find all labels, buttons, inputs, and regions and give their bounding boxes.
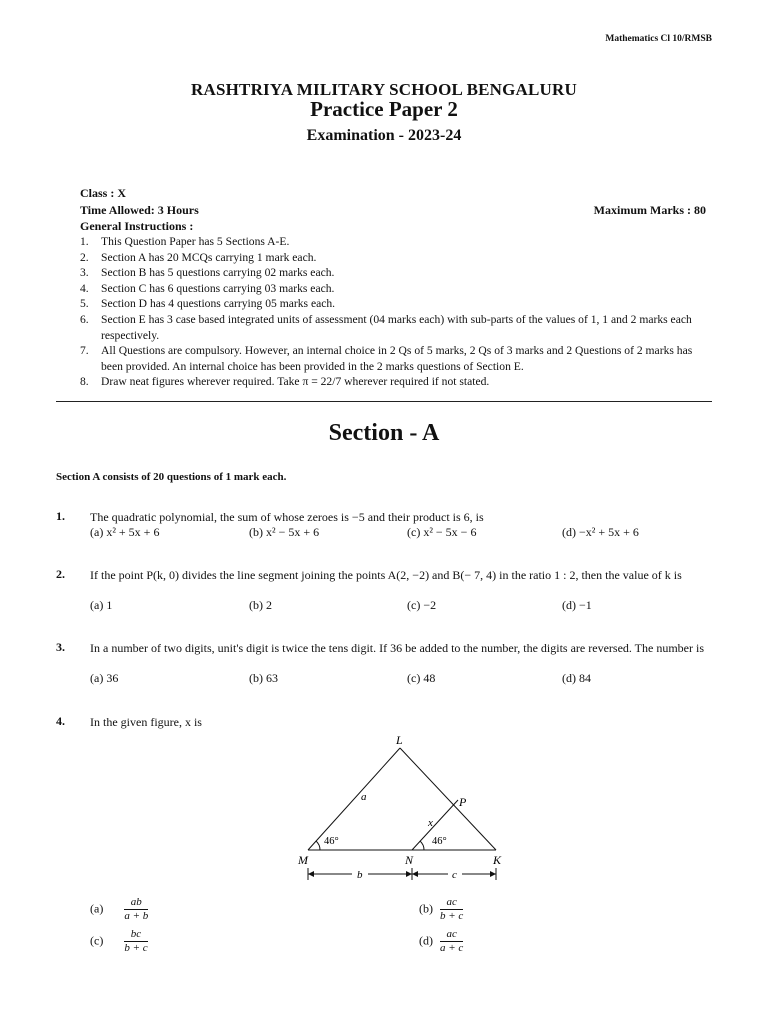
denominator: a + b bbox=[124, 910, 149, 922]
option-a: (a) 36 bbox=[90, 671, 119, 685]
question-number: 4. bbox=[56, 714, 65, 728]
label-x: x bbox=[428, 817, 433, 829]
option-d: (d) −1 bbox=[562, 598, 592, 612]
question-number: 3. bbox=[56, 640, 65, 654]
instruction-number: 5. bbox=[80, 297, 89, 310]
instruction-number: 1. bbox=[80, 235, 89, 248]
question-text: If the point P(k, 0) divides the line segment joining the points A(2, −2) and B(− 7, 4) in the ratio 1 : 2, then the value of k is bbox=[90, 568, 682, 582]
exam-title: Examination - 2023-24 bbox=[306, 127, 462, 144]
label-c: c bbox=[452, 869, 457, 881]
option-b bbox=[419, 896, 463, 923]
option-d bbox=[419, 928, 463, 955]
instruction-text: Section C has 6 questions carrying 03 marks each. bbox=[101, 282, 335, 295]
numerator: ac bbox=[440, 896, 463, 910]
label-p: P bbox=[459, 795, 467, 809]
subject-tag: Mathematics Cl 10/RMSB bbox=[605, 34, 712, 44]
label-a: a bbox=[361, 791, 367, 803]
side-lm bbox=[308, 748, 400, 850]
section-note: Section A consists of 20 questions of 1 mark each. bbox=[56, 471, 287, 483]
section-title: Section - A bbox=[328, 420, 440, 446]
question-number: 1. bbox=[56, 509, 65, 523]
triangle-figure bbox=[290, 730, 510, 890]
question-text: In a number of two digits, unit's digit is twice the tens digit. If 36 be added to the number, the digits are reversed. The number is bbox=[90, 641, 704, 655]
label-n: N bbox=[405, 853, 414, 867]
arrow-icon bbox=[490, 871, 496, 877]
denominator: b + c bbox=[440, 910, 464, 922]
arrow-icon bbox=[412, 871, 418, 877]
label-k: K bbox=[493, 853, 502, 867]
denominator: b + c bbox=[124, 942, 148, 954]
option-a: (a) x² + 5x + 6 bbox=[90, 525, 160, 539]
instruction-text: Section E has 3 case based integrated units of assessment (04 marks each) with sub-parts of the values of 1, 1 and 2 marks each respectively. bbox=[101, 313, 692, 342]
denominator: a + c bbox=[440, 942, 464, 954]
time-allowed: Time Allowed: 3 Hours bbox=[80, 203, 199, 217]
angle-label-n: 46° bbox=[432, 836, 447, 847]
fraction bbox=[124, 896, 148, 923]
instruction-text: This Question Paper has 5 Sections A-E. bbox=[101, 235, 290, 248]
option-c: (c) 48 bbox=[407, 671, 436, 685]
instruction-text: Section D has 4 questions carrying 05 marks each. bbox=[101, 297, 336, 310]
angle-arc-m bbox=[316, 841, 320, 850]
option-c bbox=[90, 928, 148, 955]
option-b: (b) 2 bbox=[249, 598, 272, 612]
option-label: (c) bbox=[90, 933, 104, 948]
maximum-marks: Maximum Marks : 80 bbox=[593, 203, 706, 217]
fraction bbox=[440, 928, 463, 955]
class-label: Class : X bbox=[80, 186, 127, 200]
instruction-text: All Questions are compulsory. However, an internal choice in 2 Qs of 5 marks, 2 Qs of 3 marks and 2 Questions of 2 marks has been provided. An internal choice has been provided in the 2 marks questions of Section E. bbox=[101, 344, 693, 373]
numerator: ab bbox=[124, 896, 148, 910]
numerator: bc bbox=[124, 928, 147, 942]
numerator: ac bbox=[440, 928, 463, 942]
angle-label-m: 46° bbox=[324, 836, 339, 847]
general-instructions-title: General Instructions : bbox=[80, 219, 194, 233]
option-a bbox=[90, 896, 148, 923]
option-d: (d) 84 bbox=[562, 671, 591, 685]
instruction-text: Section B has 5 questions carrying 02 marks each. bbox=[101, 266, 335, 279]
arrow-icon bbox=[406, 871, 412, 877]
school-name: RASHTRIYA MILITARY SCHOOL BENGALURU bbox=[191, 80, 577, 99]
arrow-icon bbox=[308, 871, 314, 877]
fraction bbox=[124, 928, 147, 955]
instruction-number: 2. bbox=[80, 251, 89, 264]
option-c: (c) x² − 5x − 6 bbox=[407, 525, 477, 539]
label-m: M bbox=[298, 853, 308, 867]
paper-title: Practice Paper 2 bbox=[310, 97, 458, 121]
question-text: In the given figure, x is bbox=[90, 715, 202, 729]
option-d: (d) −x² + 5x + 6 bbox=[562, 525, 639, 539]
question-text: The quadratic polynomial, the sum of whose zeroes is −5 and their product is 6, is bbox=[90, 510, 484, 524]
option-label: (b) bbox=[419, 901, 433, 916]
instruction-number: 6. bbox=[80, 313, 89, 326]
side-lk bbox=[400, 748, 496, 850]
option-b: (b) x² − 5x + 6 bbox=[249, 525, 320, 539]
instruction-number: 7. bbox=[80, 344, 89, 357]
instruction-number: 4. bbox=[80, 282, 89, 295]
option-label: (a) bbox=[90, 901, 104, 916]
fraction bbox=[440, 896, 463, 923]
option-label: (d) bbox=[419, 933, 433, 948]
option-c: (c) −2 bbox=[407, 598, 437, 612]
option-b: (b) 63 bbox=[249, 671, 278, 685]
section-divider bbox=[56, 401, 712, 402]
instruction-number: 8. bbox=[80, 375, 89, 388]
label-b: b bbox=[357, 869, 363, 881]
instruction-text: Section A has 20 MCQs carrying 1 mark each. bbox=[101, 251, 317, 264]
label-l: L bbox=[396, 733, 403, 747]
angle-arc-n bbox=[420, 841, 424, 850]
question-number: 2. bbox=[56, 567, 65, 581]
instruction-number: 3. bbox=[80, 266, 89, 279]
option-a: (a) 1 bbox=[90, 598, 113, 612]
instruction-text: Draw neat figures wherever required. Take π = 22/7 wherever required if not stated. bbox=[101, 375, 490, 388]
